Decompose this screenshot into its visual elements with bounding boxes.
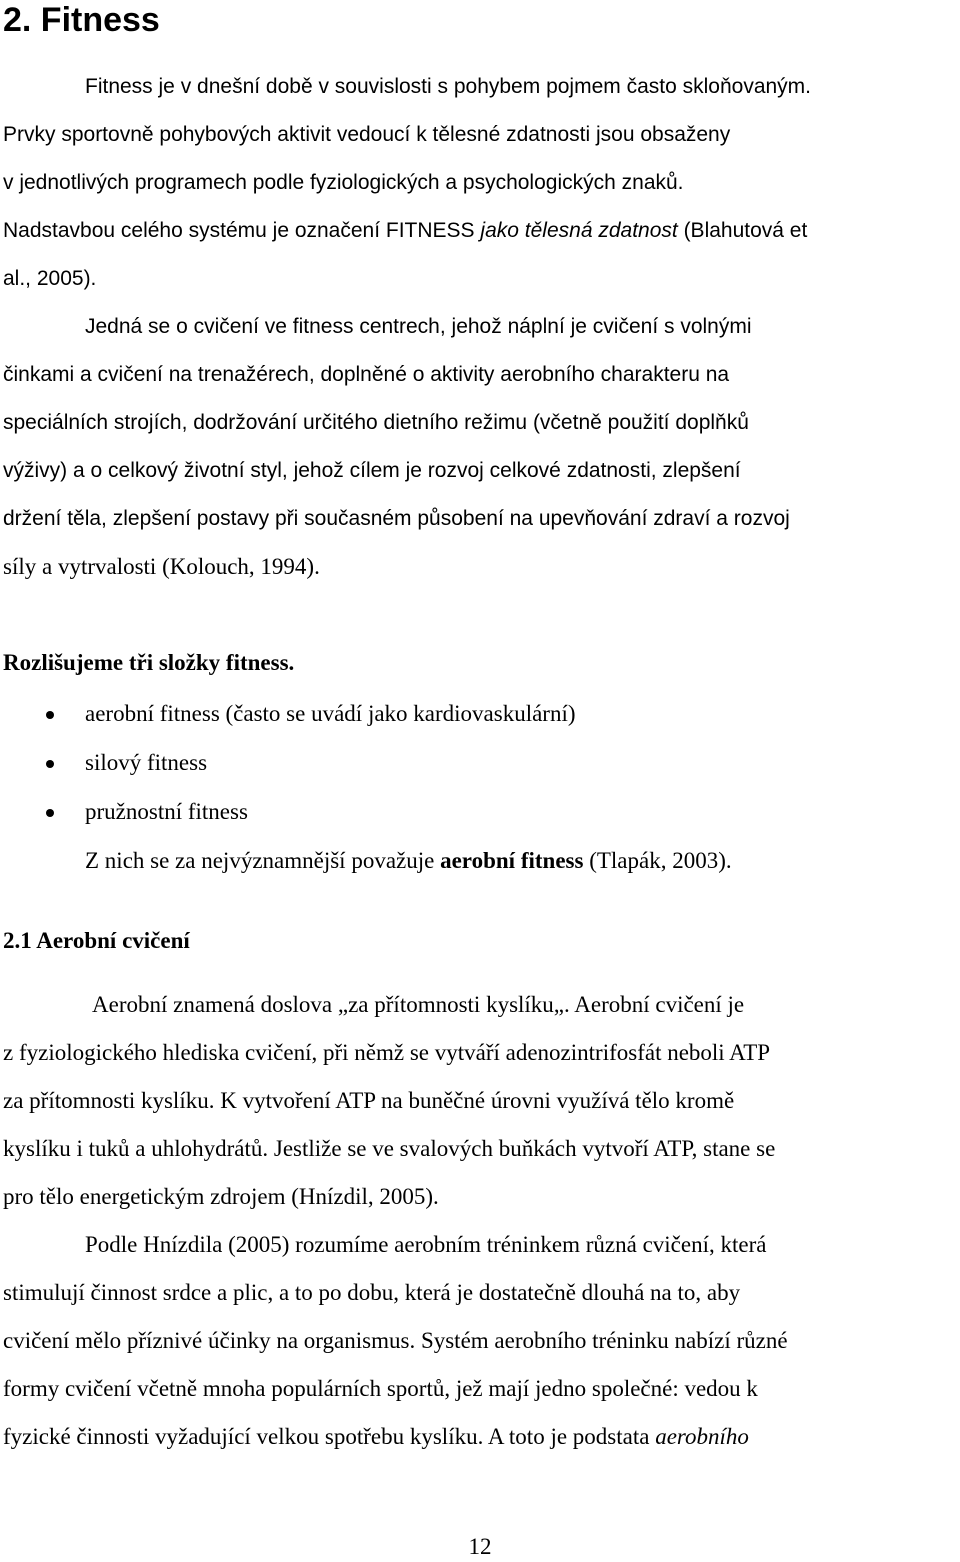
para3-line-2: z fyziologického hlediska cvičení, při němž se vytváří adenozintrifosfát neboli ATP <box>3 1040 771 1065</box>
summary-c: (Tlapák, 2003). <box>589 848 732 873</box>
para2-line-6: síly a vytrvalosti (Kolouch, 1994). <box>3 554 320 579</box>
para3-line-1: Aerobní znamená doslova „za přítomnosti kyslíku„. Aerobní cvičení je <box>92 992 745 1017</box>
page-number: 12 <box>468 1534 492 1559</box>
components-heading: Rozlišujeme tři složky fitness. <box>3 650 295 675</box>
para4-line-4: formy cvičení včetně mnoha populárních sportů, jež mají jedno společné: vedou k <box>3 1376 758 1401</box>
para4-last-a: fyzické činnosti vyžadující velkou spotřebu kyslíku. A toto je podstata <box>3 1424 650 1449</box>
para4-line-2: stimulují činnost srdce a plic, a to po dobu, která je dostatečně dlouhá na to, aby <box>3 1280 741 1305</box>
para4-last-italic: aerobního <box>655 1424 749 1449</box>
list-item-aerobic: aerobní fitness (často se uvádí jako kardiovaskulární) <box>85 701 576 726</box>
para3-line-3: za přítomnosti kyslíku. K vytvoření ATP na buněčné úrovni využívá tělo kromě <box>3 1088 735 1113</box>
para4-line-3: cvičení mělo příznivé účinky na organismus. Systém aerobního tréninku nabízí různé <box>3 1328 788 1353</box>
para1-line-4-a: Nadstavbou celého systému je označení FITNESS <box>3 219 475 242</box>
para4-line-5 <box>3 1422 749 1452</box>
section-heading: 2. Fitness <box>3 1 160 39</box>
list-item-flexibility: pružnostní fitness <box>85 799 248 824</box>
list-item-strength: silový fitness <box>85 750 208 775</box>
para3-line-4: kyslíku i tuků a uhlohydrátů. Jestliže se ve svalových buňkách vytvoří ATP, stane se <box>3 1136 776 1161</box>
bullet-icon <box>46 809 54 817</box>
summary-bold: aerobní fitness <box>440 848 584 873</box>
subsection-heading: 2.1 Aerobní cvičení <box>3 928 190 953</box>
summary-a: Z nich se za nejvýznamnější považuje <box>85 848 435 873</box>
para1-line-3: v jednotlivých programech podle fyziologických a psychologických znaků. <box>3 171 684 194</box>
para1-line-4 <box>3 216 807 246</box>
bullet-icon <box>46 711 54 719</box>
para2-line-3: speciálních strojích, dodržování určitého dietního režimu (včetně použití doplňků <box>3 411 749 434</box>
para4-line-1: Podle Hnízdila (2005) rozumíme aerobním tréninkem různá cvičení, která <box>85 1232 767 1257</box>
para1-line-4-italic: jako tělesná zdatnost <box>480 219 678 242</box>
components-summary <box>85 846 732 876</box>
para1-line-2: Prvky sportovně pohybových aktivit vedoucí k tělesné zdatnosti jsou obsaženy <box>3 123 731 146</box>
para2-line-4: výživy) a o celkový životní styl, jehož cílem je rozvoj celkové zdatnosti, zlepšení <box>3 459 741 482</box>
para2-line-2: činkami a cvičení na trenažérech, doplněné o aktivity aerobního charakteru na <box>3 363 730 386</box>
para1-line-1: Fitness je v dnešní době v souvislosti s pohybem pojmem často skloňovaným. <box>85 75 812 98</box>
para3-line-5: pro tělo energetickým zdrojem (Hnízdil, 2005). <box>3 1184 439 1209</box>
para1-line-4-c: (Blahutová et <box>683 219 808 242</box>
para2-line-1: Jedná se o cvičení ve fitness centrech, jehož náplní je cvičení s volnými <box>85 315 752 338</box>
para2-line-5: držení těla, zlepšení postavy při současném působení na upevňování zdraví a rozvoj <box>3 507 790 530</box>
para1-line-5: al., 2005). <box>3 267 97 290</box>
bullet-icon <box>46 760 54 768</box>
